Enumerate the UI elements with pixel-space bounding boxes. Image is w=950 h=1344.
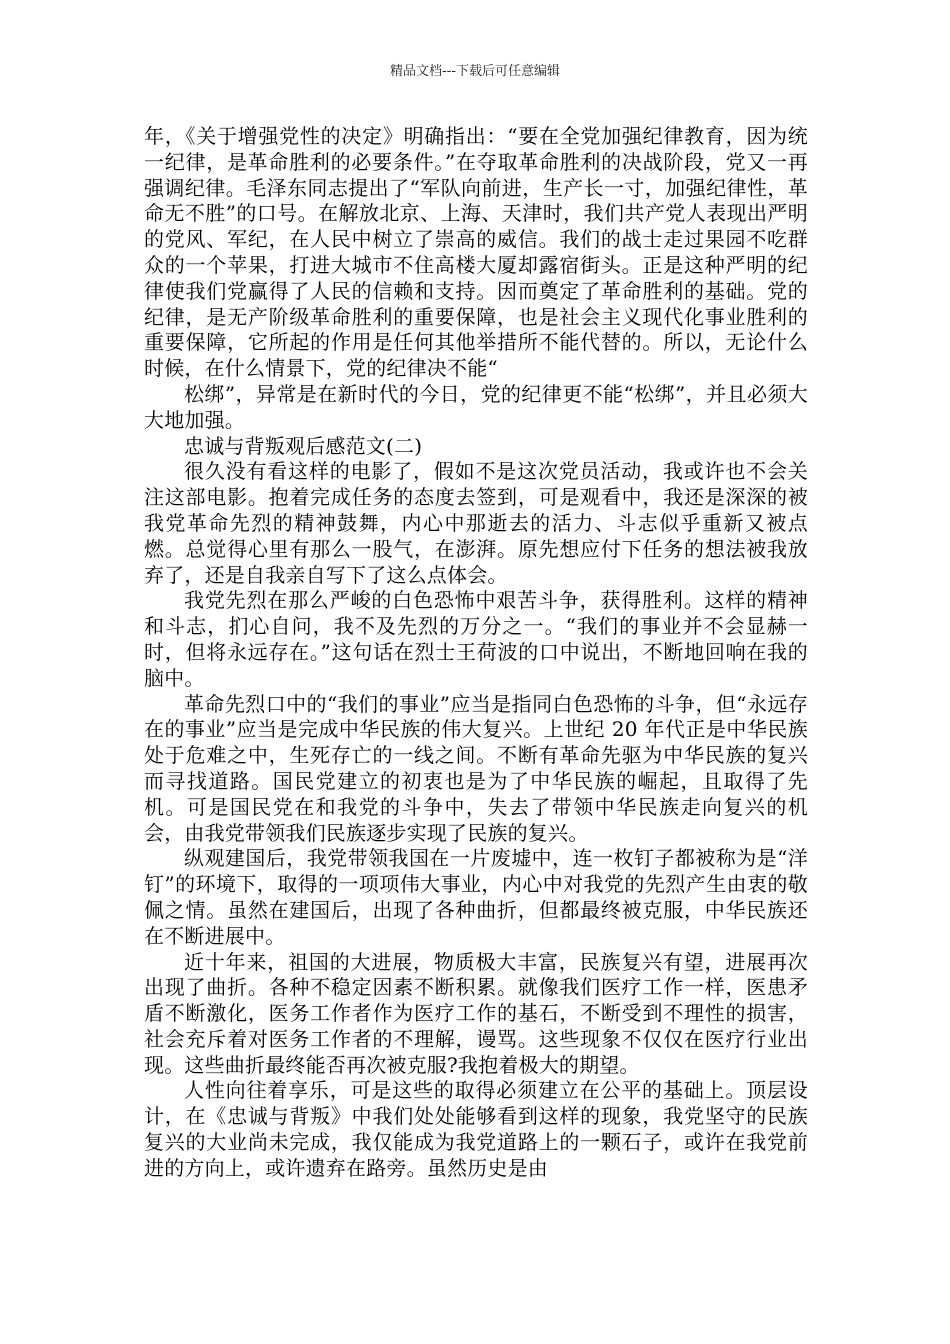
paragraph-human-nature: 人性向往着享乐，可是这些的取得必须建立在公平的基础上。顶层设计，在《忠诚与背叛》中我们处处能够看到这样的现象，我党坚守的民族复兴的大业尚未完成，我仅能成为我党道路上的一颗石子，或许在我党前进的方向上，或许遗弃在路旁。虽然历史是由 <box>144 1078 808 1180</box>
paragraph-recent-decade: 近十年来，祖国的大进展，物质极大丰富，民族复兴有望，进展再次出现了曲折。各种不稳定因素不断积累。就像我们医疗工作一样，医患矛盾不断激化，医务工作者作为医疗工作的基石，不断受到不理性的损害，社会充斥着对医务工作者的不理解，谩骂。这些现象不仅仅在医疗行业出现。这些曲折最终能否再次被克服?我抱着极大的期望。 <box>144 949 808 1077</box>
paragraph-post-founding: 纵观建国后，我党带领我国在一片废墟中，连一枚钉子都被称为是“洋钉”的环境下，取得的一项项伟大事业，内心中对我党的先烈产生由衷的敬佩之情。虽然在建国后，出现了各种曲折，但都最终被克服，中华民族还在不断进展中。 <box>144 846 808 948</box>
section-title: 忠诚与背叛观后感范文(二) <box>184 433 423 458</box>
paragraph-discipline-history: 年，《关于增强党性的决定》明确指出：“要在全党加强纪律教育，因为统一纪律，是革命胜利的必要条件。”在夺取革命胜利的决战阶段，党又一再强调纪律。毛泽东同志提出了“军队向前进，生产长一寸，加强纪律性，革命无不胜”的口号。在解放北京、上海、天津时，我们共产党人表现出严明的党风、军纪，在人民中树立了崇高的威信。我们的战士走过果园不吃群众的一个苹果，打进大城市不住高楼大厦却露宿街头。正是这种严明的纪律使我们党赢得了人民的信赖和支持。因而奠定了革命胜利的基础。党的纪律，是无产阶级革命胜利的重要保障，也是社会主义现代化事业胜利的重要保障，它所起的作用是任何其他举措所不能代替的。所以，无论什么时候，在什么情景下，党的纪律决不能“ <box>144 124 808 381</box>
document-body <box>144 124 808 1182</box>
page-header: 精品文档---下载后可任意编辑 <box>389 64 561 79</box>
paragraph-movie-impression: 很久没有看这样的电影了，假如不是这次党员活动，我或许也不会关注这部电影。抱着完成任务的态度去签到，可是观看中，我还是深深的被我党革命先烈的精神鼓舞，内心中那逝去的活力、斗志似乎重新又被点燃。总觉得心里有那么一股气，在澎湃。原先想应付下任务的想法被我放弃了，还是自我亲自写下了这么点体会。 <box>144 459 808 587</box>
paragraph-revolutionary-cause: 革命先烈口中的“我们的事业”应当是指同白色恐怖的斗争，但“永远存在的事业”应当是完成中华民族的伟大复兴。上世纪 20 年代正是中华民族处于危难之中，生死存亡的一线之间。不断有革命先驱为中华民族的复兴而寻找道路。国民党建立的初衷也是为了中华民族的崛起，且取得了先机。可是国民党在和我党的斗争中，失去了带领中华民族走向复兴的机会，由我党带领我们民族逐步实现了民族的复兴。 <box>144 691 808 845</box>
paragraph-discipline-conclusion: 松绑”，异常是在新时代的今日，党的纪律更不能“松绑”，并且必须大大地加强。 <box>144 381 808 432</box>
paragraph-martyrs-spirit: 我党先烈在那么严峻的白色恐怖中艰苦斗争，获得胜利。这样的精神和斗志，扪心自问，我不及先烈的万分之一。“我们的事业并不会显赫一时，但将永远存在。”这句话在烈士王荷波的口中说出，不断地回响在我的脑中。 <box>144 588 808 690</box>
